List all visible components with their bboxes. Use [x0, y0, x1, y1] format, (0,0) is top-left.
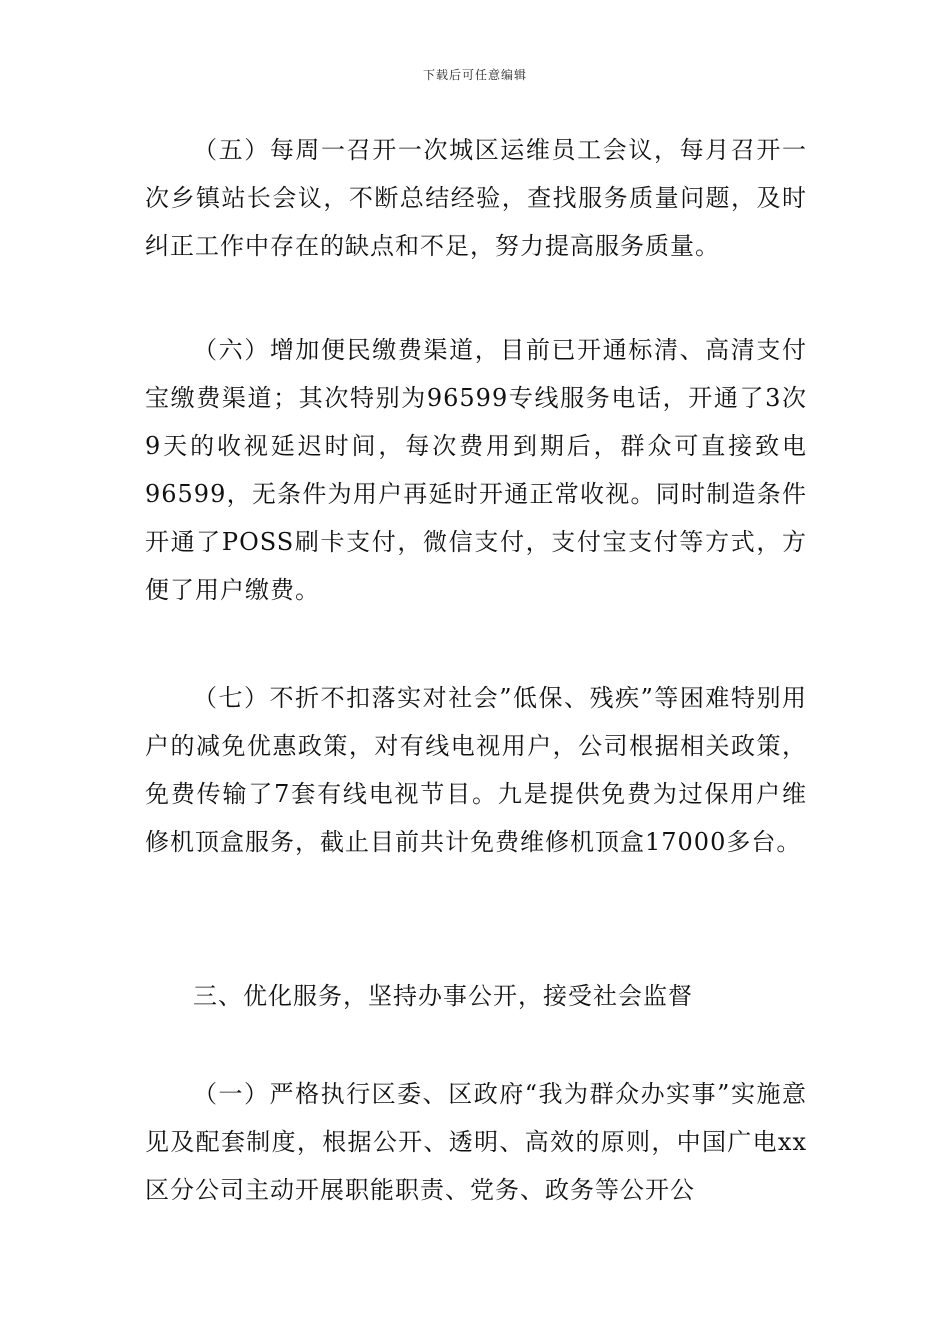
- section-three-heading-text: 三、优化服务，坚持办事公开，接受社会监督: [193, 982, 693, 1010]
- paragraph-one-text: （一）严格执行区委、区政府“我为群众办实事”实施意见及配套制度，根据公开、透明、高效的原则，中国广电xx区分公司主动开展职能职责、党务、政务等公开公: [145, 1080, 807, 1204]
- header-note: 下载后可任意编辑: [422, 68, 527, 82]
- paragraph-six-text: （六）增加便民缴费渠道，目前已开通标清、高清支付宝缴费渠道；其次特别为96599专线服务电话，开通了3次9天的收视延迟时间，每次费用到期后，群众可直接致电96599，无条件为用户再延时开通正常收视。同时制造条件开通了POSS刷卡支付，微信支付，支付宝支付等方式，方便了用户缴费。: [145, 336, 807, 604]
- paragraph-five-text: （五）每周一召开一次城区运维员工会议，每月召开一次乡镇站长会议，不断总结经验，查找服务质量问题，及时纠正工作中存在的缺点和不足，努力提高服务质量。: [145, 136, 807, 260]
- paragraph-seven: [145, 674, 807, 866]
- paragraph-one: [145, 1070, 807, 1214]
- paragraph-five: [145, 126, 807, 270]
- section-three-heading: [145, 972, 807, 1020]
- paragraph-six: [145, 326, 807, 614]
- paragraph-seven-text: （七）不折不扣落实对社会”低保、残疾”等困难特别用户的减免优惠政策，对有线电视用户，公司根据相关政策，免费传输了7套有线电视节目。九是提供免费为过保用户维修机顶盒服务，截止目前共计免费维修机顶盒17000多台。: [145, 684, 807, 856]
